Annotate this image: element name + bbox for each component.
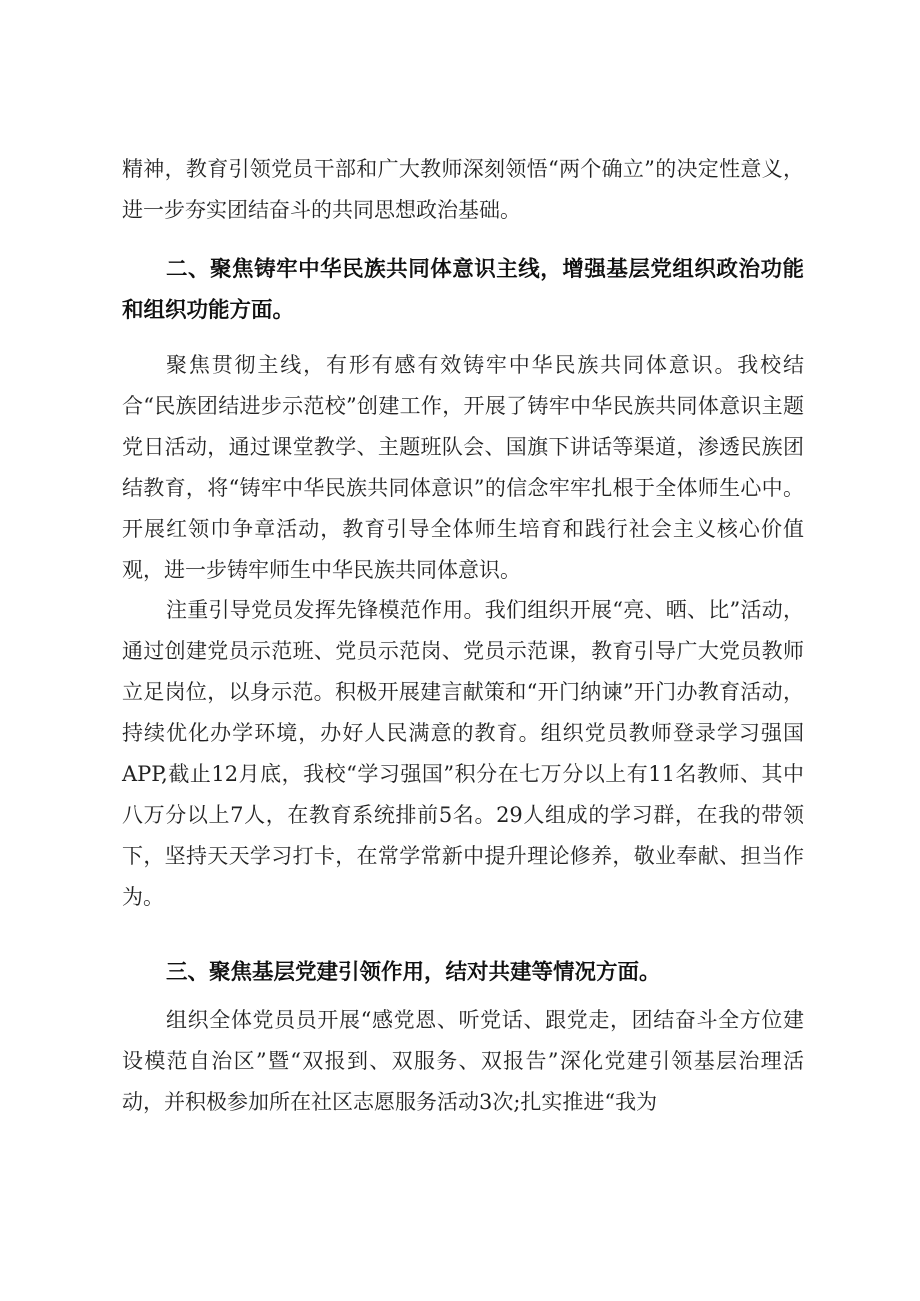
paragraph-vanguard (122, 590, 804, 918)
section-heading-3 (122, 952, 804, 993)
heading-text: 三、聚焦基层党建引领作用，结对共建等情况方面。 (166, 960, 661, 985)
paragraph-text: 聚焦贯彻主线，有形有感有效铸牢中华民族共同体意识。我校结合“民族团结进步示范校”创建工作，开展了铸牢中华民族共同体意识主题党日活动，通过课堂教学、主题班队会、国旗下讲话等渠道，渗透民族团结教育，将“铸牢中华民族共同体意识”的信念牢牢扎根于全体师生心中。开展红领巾争章活动，教育引导全体师生培育和践行社会主义核心价值观，进一步铸牢师生中华民族共同体意识。 (122, 353, 804, 582)
paragraph-main-line (122, 345, 804, 591)
paragraph-text: 精神，教育引领党员干部和广大教师深刻领悟“两个确立”的决定性意义，进一步夯实团结奋斗的共同思想政治基础。 (122, 157, 804, 222)
paragraph-co-building (122, 1000, 804, 1123)
paragraph-text: 组织全体党员员开展“感党恩、听党话、跟党走，团结奋斗全方位建设模范自治区”暨“双报到、双服务、双报告”深化党建引领基层治理活动，并积极参加所在社区志愿服务活动3次;扎实推进“我为 (122, 1008, 804, 1114)
section-heading-2 (122, 249, 804, 331)
paragraph-continuation (122, 149, 804, 231)
heading-text: 二、聚焦铸牢中华民族共同体意识主线，增强基层党组织政治功能和组织功能方面。 (122, 257, 804, 323)
paragraph-text: 注重引导党员发挥先锋模范作用。我们组织开展“亮、晒、比”活动，通过创建党员示范班、党员示范岗、党员示范课，教育引导广大党员教师立足岗位，以身示范。积极开展建言献策和“开门纳谏”开门办教育活动，持续优化办学环境，办好人民满意的教育。组织党员教师登录学习强国APP,截止12月底，我校“学习强国”积分在七万分以上有11名教师、其中八万分以上7人，在教育系统排前5名。29人组成的学习群，在我的带领下，坚持天天学习打卡，在常学常新中提升理论修养，敬业奉献、担当作为。 (122, 598, 804, 909)
